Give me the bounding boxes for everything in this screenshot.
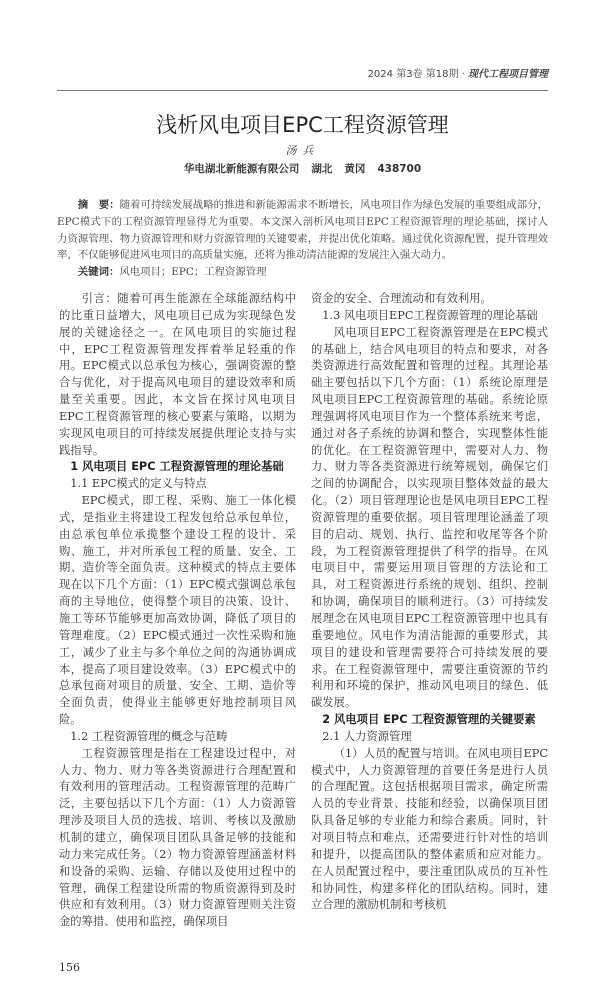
subsection-heading: 2.1 人力资源管理: [322, 729, 412, 743]
subsection-heading: 1.3 风电项目EPC工程资源管理的理论基础: [322, 308, 538, 322]
affiliation-org: 华电湖北新能源有限公司: [183, 163, 300, 175]
keywords-label: 关键词：: [77, 266, 120, 279]
affiliation-city: 黄冈: [344, 163, 366, 175]
affiliation-province: 湖北: [311, 163, 333, 175]
abstract-text: 随着可持续发展战略的推进和新能源需求不断增长，风电项目作为绿色发展的重要组成部分，EPC模式下的工程资源管理显得尤为重要。本文深入剖析风电项目EPC工程资源管理的理论基础，探讨人力资源管理、物力资源管理和财力资源管理的关键要素，并提出优化策略。通过优化资源配置，提升管理效率，不仅能够促进风电项目的高质量实施，还将为推动清洁能源的发展注入强大动力。: [57, 199, 549, 262]
abstract: [57, 197, 548, 264]
body-paragraph: （1）人员的配置与培训。在风电项目EPC模式中，人力资源管理的首要任务是进行人员的合理配置。这包括根据项目需求，确定所需人员的专业背景、技能和经验，以确保项目团队具备足够的专业能力和综合素质。同时，针对项目特点和难点，还需要进行针对性的培训和提升，以提高团队的整体素质和应对能力。在人员配置过程中，要注重团队成员的互补性和协同性，构建多样化的团队结构。同时，建立合理的激励机制和考核机: [311, 746, 548, 912]
left-column: [59, 291, 296, 931]
paper-title: 浅析风电项目EPC工程资源管理: [156, 113, 449, 137]
running-header: [57, 68, 548, 82]
section-heading: 1 风电项目 EPC 工程资源管理的理论基础: [70, 460, 284, 474]
affiliation: [57, 161, 548, 177]
page-number: 156: [59, 961, 80, 975]
body-columns: [59, 291, 548, 931]
section-heading: 2 风电项目 EPC 工程资源管理的关键要素: [322, 713, 536, 727]
abstract-label: 摘 要：: [77, 199, 120, 211]
intro-paragraph: 引言：随着可再生能源在全球能源结构中的比重日益增大，风电项目已成为实现绿色发展的关键途径之一。在风电项目的实施过程中，EPC工程资源管理发挥着举足轻重的作用。EPC模式以总承包为核心，强调资源的整合与优化，对于提高风电项目的建设效率和质量至关重要。因此，本文旨在探讨风电项目EPC工程资源管理的核心要素与策略，以期为实现风电项目的可持续发展提供理论支持与实践指导。: [59, 291, 296, 457]
subsection-heading: 1.2 工程资源管理的概念与范畴: [70, 729, 228, 743]
body-paragraph: 风电项目EPC工程资源管理是在EPC模式的基础上，结合风电项目的特点和要求，对各类资源进行高效配置和管理的过程。其理论基础主要包括以下几个方面：（1）系统论原理是风电项目EPC工程资源管理的基础。系统论原理强调将风电项目作为一个整体系统来考虑，通过对各子系统的协调和整合，实现整体性能的优化。在工程资源管理中，需要对人力、物力、财力等各类资源进行统筹规划，确保它们之间的协调配合，以实现项目整体效益的最大化。（2）项目管理理论也是风电项目EPC工程资源管理的重要依据。项目管理理论涵盖了项目的启动、规划、执行、监控和收尾等各个阶段，为工程资源管理提供了科学的指导。在风电项目中，需要运用项目管理的方法论和工具，对工程资源进行系统的规划、组织、控制和协调，确保项目的顺利进行。（3）可持续发展理念在风电项目EPC工程资源管理中也具有重要地位。风电作为清洁能源的重要形式，其项目的建设和管理需要符合可持续发展的要求。在工程资源管理中，需要注重资源的节约利用和环境的保护，推动风电项目的绿色、低碳发展。: [311, 325, 548, 710]
header-rule: [57, 90, 548, 91]
body-paragraph-continued: 资金的安全、合理流动和有效利用。: [311, 291, 492, 305]
keywords-text: 风电项目；EPC；工程资源管理: [119, 266, 267, 279]
journal-name: 现代工程项目管理: [468, 69, 548, 80]
affiliation-postcode: 438700: [377, 163, 422, 175]
keywords: [57, 264, 548, 281]
body-paragraph: 工程资源管理是指在工程建设过程中，对人力、物力、财力等各类资源进行合理配置和有效利用的管理活动。工程资源管理的范畴广泛，主要包括以下几个方面：（1）人力资源管理涉及项目人员的选拔、培训、考核以及激励机制的建立，确保项目团队具备足够的技能和动力来完成任务。（2）物力资源管理涵盖材料和设备的采购、运输、存储以及使用过程中的管理，确保工程建设所需的物质资源得到及时供应和有效利用。（3）财力资源管理则关注资金的筹措、使用和监控，确保项目: [59, 746, 296, 929]
subsection-heading: 1.1 EPC模式的定义与特点: [70, 477, 207, 491]
right-column: [311, 291, 548, 914]
journal-info: 2024 第3卷 第18期 ·: [367, 69, 468, 80]
author: 汤兵: [285, 144, 320, 157]
body-paragraph: EPC模式，即工程、采购、施工一体化模式，是指业主将建设工程发包给总承包单位，由总承包单位承揽整个建设工程的设计、采购、施工，并对所承包工程的质量、安全、工期、造价等全面负责。这种模式的特点主要体现在以下几个方面：（1）EPC模式强调总承包商的主导地位，使得整个项目的决策、设计、施工等环节能够更加高效协调，降低了项目的管理难度。（2）EPC模式通过一次性采购和施工，减少了业主与多个单位之间的沟通协调成本，提高了项目建设效率。（3）EPC模式中的总承包商对项目的质量、安全、工期、造价等全面负责，使得业主能够更好地控制项目风险。: [59, 494, 296, 727]
